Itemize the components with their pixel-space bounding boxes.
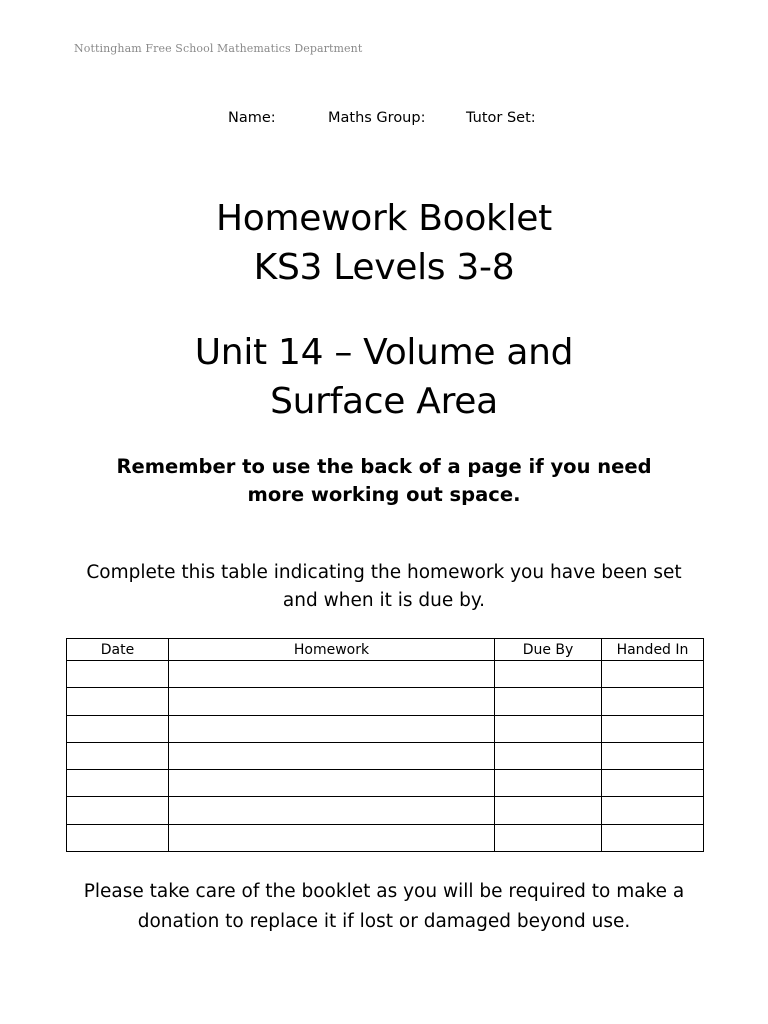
cell-handed-in[interactable] — [602, 797, 704, 824]
column-header-homework: Homework — [169, 639, 495, 661]
table-row — [67, 742, 704, 769]
instruction-line-2: and when it is due by. — [282, 590, 486, 611]
table-row — [67, 824, 704, 851]
cell-due-by[interactable] — [495, 661, 602, 688]
cell-handed-in[interactable] — [602, 770, 704, 797]
cell-homework[interactable] — [169, 797, 495, 824]
cell-date[interactable] — [67, 742, 169, 769]
title-line-1: Homework Booklet — [216, 198, 552, 239]
unit-title-line-1: Unit 14 – Volume and — [194, 332, 574, 373]
cell-handed-in[interactable] — [602, 824, 704, 851]
cell-handed-in[interactable] — [602, 742, 704, 769]
cell-homework[interactable] — [169, 715, 495, 742]
unit-title-line-2: Surface Area — [270, 381, 498, 422]
homework-table-body — [67, 661, 704, 852]
cell-homework[interactable] — [169, 770, 495, 797]
unit-title — [0, 328, 768, 426]
cell-due-by[interactable] — [495, 688, 602, 715]
table-row — [67, 661, 704, 688]
cell-date[interactable] — [67, 824, 169, 851]
cell-date[interactable] — [67, 770, 169, 797]
reminder-line-2: more working out space. — [247, 483, 521, 506]
cell-date[interactable] — [67, 661, 169, 688]
column-header-handed-in: Handed In — [602, 639, 704, 661]
cell-handed-in[interactable] — [602, 688, 704, 715]
table-row — [67, 688, 704, 715]
cell-date[interactable] — [67, 797, 169, 824]
column-header-due-by: Due By — [495, 639, 602, 661]
cell-homework[interactable] — [169, 688, 495, 715]
cell-due-by[interactable] — [495, 715, 602, 742]
booklet-title — [0, 194, 768, 292]
footer-line-2: donation to replace it if lost or damaged beyond use. — [137, 911, 631, 932]
table-row — [67, 715, 704, 742]
cell-due-by[interactable] — [495, 770, 602, 797]
cell-date[interactable] — [67, 688, 169, 715]
table-header-row — [67, 639, 704, 661]
cell-homework[interactable] — [169, 661, 495, 688]
cell-due-by[interactable] — [495, 797, 602, 824]
cell-homework[interactable] — [169, 742, 495, 769]
department-header: Nottingham Free School Mathematics Department — [74, 42, 363, 55]
table-instruction — [0, 559, 768, 615]
tutor-set-label: Tutor Set: — [466, 110, 536, 126]
cell-handed-in[interactable] — [602, 715, 704, 742]
title-line-2: KS3 Levels 3-8 — [253, 247, 515, 288]
cell-date[interactable] — [67, 715, 169, 742]
cell-due-by[interactable] — [495, 742, 602, 769]
name-label: Name: — [228, 110, 276, 126]
table-row — [67, 770, 704, 797]
table-row — [67, 797, 704, 824]
homework-table — [66, 638, 704, 852]
cell-due-by[interactable] — [495, 824, 602, 851]
maths-group-label: Maths Group: — [328, 110, 426, 126]
cell-homework[interactable] — [169, 824, 495, 851]
instruction-line-1: Complete this table indicating the homework you have been set — [86, 562, 682, 583]
footer-line-1: Please take care of the booklet as you will be required to make a — [83, 881, 685, 902]
reminder-line-1: Remember to use the back of a page if you need — [116, 455, 652, 478]
column-header-date: Date — [67, 639, 169, 661]
working-out-reminder — [0, 453, 768, 509]
booklet-care-note — [0, 877, 768, 937]
cell-handed-in[interactable] — [602, 661, 704, 688]
